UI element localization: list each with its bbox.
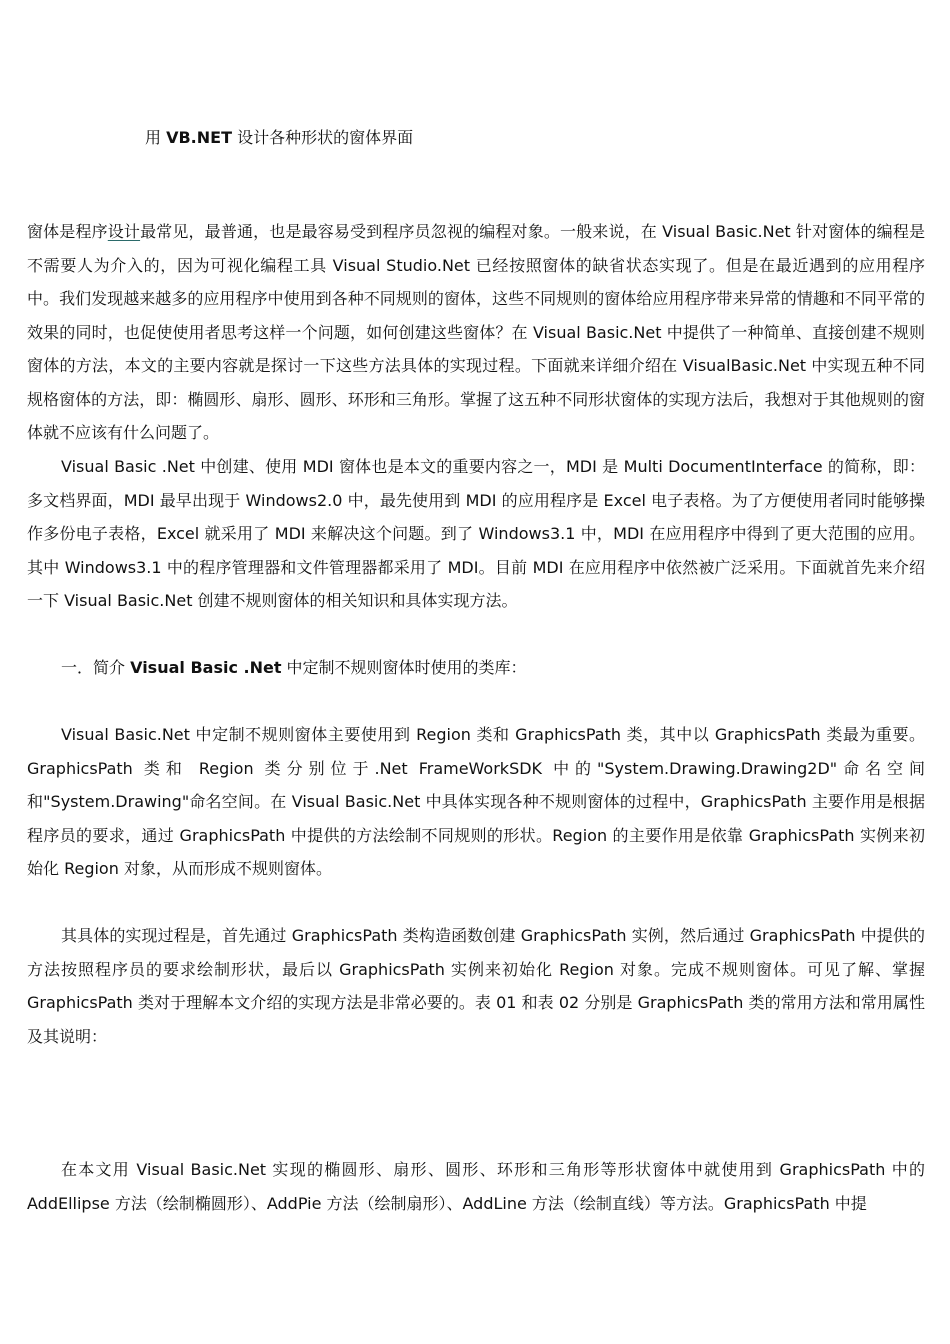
paragraph-intro xyxy=(27,215,925,450)
heading-suffix: 中定制不规则窗体时使用的类库： xyxy=(281,658,527,677)
paragraph-methods: 在本文用 Visual Basic.Net 实现的椭圆形、扇形、圆形、环形和三角形等形状窗体中就使用到 GraphicsPath 中的 AddEllipse 方法（绘制椭圆形）、AddPie 方法（绘制扇形）、AddLine 方法（绘制直线）等方法。GraphicsPath 中提 xyxy=(27,1160,925,1213)
heading-prefix: 一．简介 xyxy=(61,658,131,677)
title-prefix: 用 xyxy=(145,128,167,147)
design-link[interactable]: 设计 xyxy=(107,222,141,241)
title-suffix: 设计各种形状的窗体界面 xyxy=(231,128,414,147)
heading-bold: Visual Basic .Net xyxy=(130,658,282,677)
paragraph-process: 其具体的实现过程是，首先通过 GraphicsPath 类构造函数创建 GraphicsPath 实例，然后通过 GraphicsPath 中提供的方法按照程序员的要求绘制形状，最后以 GraphicsPath 实例来初始化 Region 对象。完成不规则窗体。可见了解、掌握 GraphicsPath 类对于理解本文介绍的实现方法是非常必要的。表 01 和表 02 分别是 GraphicsPath 类的常用方法和常用属性及其说明： xyxy=(27,926,925,1046)
paragraph-classes: Visual Basic.Net 中定制不规则窗体主要使用到 Region 类和 GraphicsPath 类，其中以 GraphicsPath 类最为重要。GraphicsPath 类和 Region 类分别位于.Net FrameWorkSDK 中的"System.Drawing.Drawing2D"命名空间和"System.Drawing"命名空间。在 Visual Basic.Net 中具体实现各种不规则窗体的过程中，GraphicsPath 主要作用是根据程序员的要求，通过 GraphicsPath 中提供的方法绘制不同规则的形状。Region 的主要作用是依靠 GraphicsPath 实例来初始化 Region 对象，从而形成不规则窗体。 xyxy=(27,725,925,878)
paragraph-mdi: Visual Basic .Net 中创建、使用 MDI 窗体也是本文的重要内容之一，MDI 是 Multi DocumentInterface 的简称，即：多文档界面，MDI 最早出现于 Windows2.0 中，最先使用到 MDI 的应用程序是 Excel 电子表格。为了方便使用者同时能够操作多份电子表格，Excel 就采用了 MDI 来解决这个问题。到了 Windows3.1 中，MDI 在应用程序中得到了更大范围的应用。其中 Windows3.1 中的程序管理器和文件管理器都采用了 MDI。目前 MDI 在应用程序中依然被广泛采用。下面就首先来介绍一下 Visual Basic.Net 创建不规则窗体的相关知识和具体实现方法。 xyxy=(27,457,925,610)
document-title xyxy=(145,127,413,149)
section-heading-1 xyxy=(27,651,925,685)
paragraph-intro-rest: 最常见，最普通，也是最容易受到程序员忽视的编程对象。一般来说，在 Visual Basic.Net 针对窗体的编程是不需要人为介入的，因为可视化编程工具 Visual Studio.Net 已经按照窗体的缺省状态实现了。但是在最近遇到的应用程序中。我们发现越来越多的应用程序中使用到各种不同规则的窗体，这些不同规则的窗体给应用程序带来异常的情趣和不同平常的效果的同时，也促使使用者思考这样一个问题，如何创建这些窗体？在 Visual Basic.Net 中提供了一种简单、直接创建不规则窗体的方法，本文的主要内容就是探讨一下这些方法具体的实现过程。下面就来详细介绍在 VisualBasic.Net 中实现五种不同规格窗体的方法，即：椭圆形、扇形、圆形、环形和三角形。掌握了这五种不同形状窗体的实现方法后，我想对于其他规则的窗体就不应该有什么问题了。 xyxy=(27,222,925,442)
title-bold: VB.NET xyxy=(166,128,232,147)
paragraph-intro-start: 窗体是程序 xyxy=(27,222,108,241)
